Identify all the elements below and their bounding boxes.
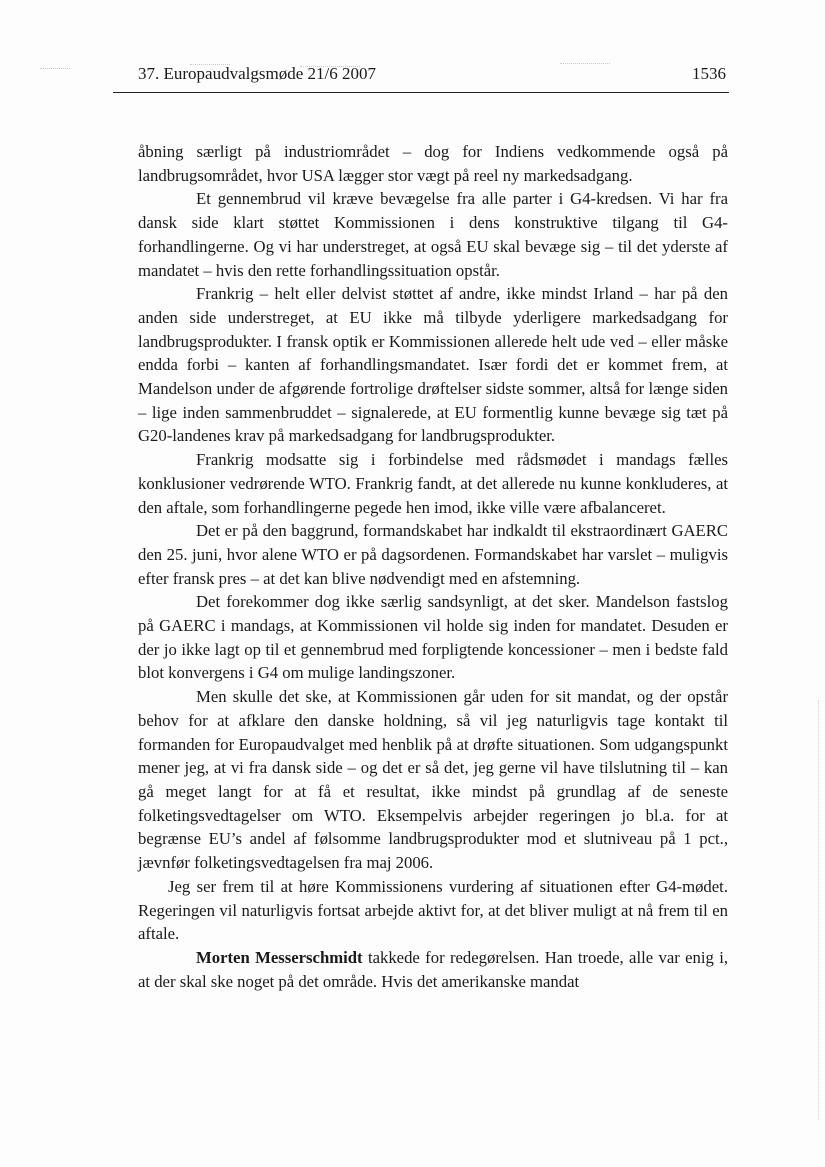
scan-speck [300, 66, 360, 67]
paragraph: Jeg ser frem til at høre Kommissionens vurdering af situationen efter G4-mødet. Regeringen vil naturligvis fortsat arbejde aktivt for, at det bliver muligt at nå frem til en aftale. [138, 876, 728, 944]
paragraph: Frankrig – helt eller delvist støttet af andre, ikke mindst Irland – har på den anden side understreget, at EU ikke må tilbyde yderligere markedsadgang for landbrugsprodukter. I fransk optik er Kommissionen allerede helt ude ved – eller måske endda forbi – kanten af forhandlingsmandatet. Især fordi det er kommet frem, at Mandelson under de afgørende fortrolige drøftelser sidste sommer, altså for længe siden – lige inden sammenbruddet – signalerede, at EU formentlig kunne bevæge sig tæt på G20-landenes krav på markedsadgang for landbrugsprodukter. [138, 284, 728, 446]
speaker-paragraph [138, 946, 728, 993]
paragraph: åbning særligt på industriområdet – dog for Indiens vedkommende også på landbrugsområdet, hvor USA lægger stor vægt på reel ny markedsadgang. [138, 142, 728, 185]
header-title: 37. Europaudvalgsmøde 21/6 2007 [138, 64, 376, 83]
header-rule [113, 92, 729, 93]
page-number: 1536 [692, 64, 726, 83]
speaker-text: takkede for redegørelsen. Han troede, alle var enig i, at der skal ske noget på det område. Hvis det amerikanske mandat [138, 947, 728, 991]
scan-speck [40, 68, 70, 69]
scan-speck [560, 63, 610, 64]
scan-margin-edge [818, 700, 819, 1120]
running-header [138, 62, 726, 90]
paragraph: Frankrig modsatte sig i forbindelse med rådsmødet i mandags fælles konklusioner vedrørende WTO. Frankrig fandt, at det allerede nu kunne konkluderes, at den aftale, som forhandlingerne pegede hen imod, ikke ville være afbalanceret. [138, 450, 728, 517]
speaker-name: Morten Messerschmidt [196, 947, 363, 967]
paragraph: Men skulle det ske, at Kommissionen går uden for sit mandat, og der opstår behov for at afklare den danske holdning, så vil jeg naturligvis tage kontakt til formanden for Europaudvalget med henblik på at drøfte situationen. Som udgangspunkt mener jeg, at vi fra dansk side – og det er så det, jeg gerne vil have tilslutning til – kan gå meget langt for at få et resultat, ikke mindst på grundlag af de seneste folketingsvedtagelser om WTO. Eksempelvis arbejder regeringen jo bl.a. for at begrænse EU’s andel af følsomme landbrugsprodukter mod et slutniveau på 1 pct., jævnfør folketingsvedtagelsen fra maj 2006. [138, 687, 728, 873]
body-text [138, 140, 728, 993]
scan-speck [190, 64, 230, 65]
paragraph: Det forekommer dog ikke særlig sandsynligt, at det sker. Mandelson fastslog på GAERC i mandags, at Kommissionen vil holde sig inden for mandatet. Desuden er der jo ikke lagt op til et gennembrud med forpligtende koncessioner – men i bedste fald blot konvergens i G4 om mulige landingszoner. [138, 592, 728, 683]
paragraph: Et gennembrud vil kræve bevægelse fra alle parter i G4-kredsen. Vi har fra dansk side klart støttet Kommissionen i dens konstruktive tilgang til G4-forhandlingerne. Og vi har understreget, at også EU skal bevæge sig – til det yderste af mandatet – hvis den rette forhandlingssituation opstår. [138, 189, 728, 280]
paragraph: Det er på den baggrund, formandskabet har indkaldt til ekstraordinært GAERC den 25. juni, hvor alene WTO er på dagsordenen. Formandskabet har varslet – muligvis efter fransk pres – at det kan blive nødvendigt med en afstemning. [138, 521, 728, 588]
